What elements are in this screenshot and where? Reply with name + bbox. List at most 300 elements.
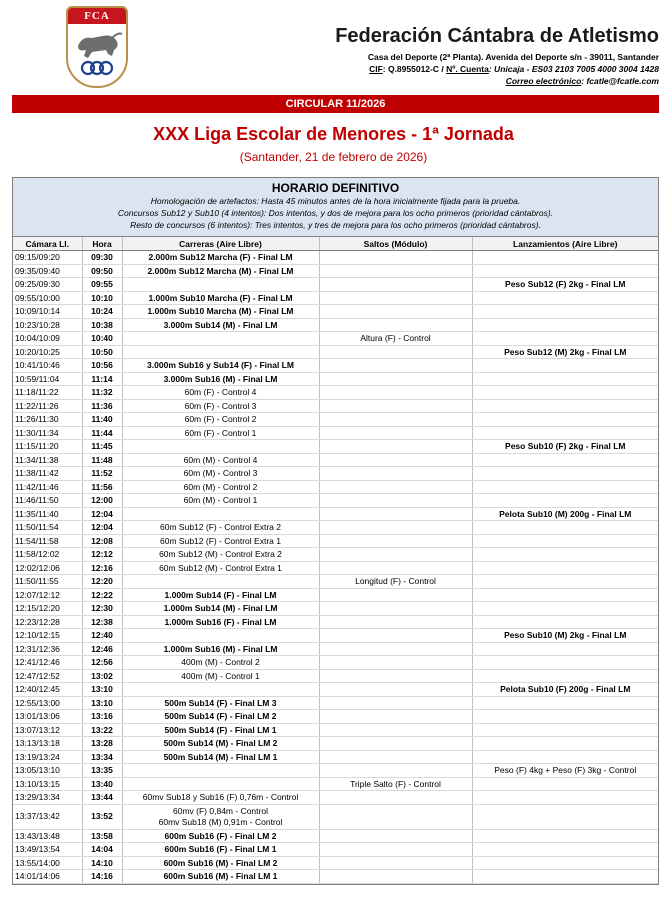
cell-camara: 11:58/12:02 <box>13 548 82 562</box>
cell-hora: 12:12 <box>82 548 122 562</box>
cell-lanzamientos <box>472 669 658 683</box>
cell-saltos <box>319 696 472 710</box>
cell-carreras: 60m (F) - Control 1 <box>122 426 319 440</box>
cell-camara: 11:42/11:46 <box>13 480 82 494</box>
table-row <box>13 372 658 386</box>
cell-lanzamientos <box>472 750 658 764</box>
table-row <box>13 305 658 319</box>
cell-saltos <box>319 804 472 829</box>
cell-hora: 10:24 <box>82 305 122 319</box>
table-row <box>13 737 658 751</box>
cell-lanzamientos <box>472 737 658 751</box>
cell-hora: 10:40 <box>82 332 122 346</box>
cell-camara: 11:50/11:55 <box>13 575 82 589</box>
cell-saltos <box>319 737 472 751</box>
cell-hora: 13:22 <box>82 723 122 737</box>
cell-saltos <box>319 318 472 332</box>
table-row <box>13 829 658 843</box>
table-row <box>13 870 658 884</box>
cell-lanzamientos: Pelota Sub10 (M) 200g - Final LM <box>472 507 658 521</box>
cell-saltos <box>319 764 472 778</box>
table-row <box>13 804 658 829</box>
cell-hora: 13:40 <box>82 777 122 791</box>
cell-camara: 12:47/12:52 <box>13 669 82 683</box>
cell-hora: 12:04 <box>82 507 122 521</box>
cell-saltos <box>319 426 472 440</box>
table-row <box>13 467 658 481</box>
cell-hora: 11:52 <box>82 467 122 481</box>
cell-hora: 13:58 <box>82 829 122 843</box>
cell-saltos <box>319 534 472 548</box>
cell-carreras: 500m Sub14 (F) - Final LM 3 <box>122 696 319 710</box>
table-row <box>13 791 658 805</box>
cell-saltos <box>319 656 472 670</box>
cell-hora: 13:16 <box>82 710 122 724</box>
cell-camara: 12:41/12:46 <box>13 656 82 670</box>
cell-saltos <box>319 629 472 643</box>
cell-lanzamientos <box>472 561 658 575</box>
cell-carreras: 60mv Sub18 y Sub16 (F) 0,76m - Control <box>122 791 319 805</box>
cell-camara: 14:01/14:06 <box>13 870 82 884</box>
cell-camara: 13:05/13:10 <box>13 764 82 778</box>
cell-saltos <box>319 372 472 386</box>
table-row <box>13 615 658 629</box>
logo-text: FCA <box>68 8 126 24</box>
account-value: : Unicaja - ES03 2103 7005 4000 3004 1428 <box>488 64 659 74</box>
cell-carreras <box>122 278 319 292</box>
schedule-note: Resto de concursos (6 intentos): Tres intentos, y tres de mejora para los ocho primeros (prioridad cántabros). <box>130 220 541 230</box>
cell-lanzamientos <box>472 843 658 857</box>
cell-camara: 11:38/11:42 <box>13 467 82 481</box>
cell-camara: 10:23/10:28 <box>13 318 82 332</box>
cell-saltos <box>319 480 472 494</box>
cell-carreras: 1.000m Sub14 (F) - Final LM <box>122 588 319 602</box>
cell-hora: 10:38 <box>82 318 122 332</box>
cell-lanzamientos <box>472 386 658 400</box>
cell-lanzamientos <box>472 305 658 319</box>
schedule-body <box>13 251 658 884</box>
cell-hora: 12:16 <box>82 561 122 575</box>
cell-camara: 11:46/11:50 <box>13 494 82 508</box>
table-row <box>13 318 658 332</box>
cell-saltos <box>319 642 472 656</box>
cif-label: CIF <box>369 64 383 74</box>
cell-carreras: 1.000m Sub14 (M) - Final LM <box>122 602 319 616</box>
cell-saltos <box>319 359 472 373</box>
cell-hora: 12:00 <box>82 494 122 508</box>
cell-camara: 11:18/11:22 <box>13 386 82 400</box>
cell-hora: 11:14 <box>82 372 122 386</box>
cell-camara: 12:15/12:20 <box>13 602 82 616</box>
cell-hora: 13:44 <box>82 791 122 805</box>
federation-title: Federación Cántabra de Atletismo <box>335 25 659 47</box>
cell-lanzamientos <box>472 453 658 467</box>
email-label: Correo electrónico <box>505 76 582 86</box>
cell-carreras <box>122 683 319 697</box>
cell-saltos <box>319 453 472 467</box>
cell-carreras: 3.000m Sub14 (M) - Final LM <box>122 318 319 332</box>
cell-camara: 11:30/11:34 <box>13 426 82 440</box>
cell-camara: 10:09/10:14 <box>13 305 82 319</box>
cell-carreras: 60m Sub12 (M) - Control Extra 1 <box>122 561 319 575</box>
cell-carreras: 500m Sub14 (F) - Final LM 1 <box>122 723 319 737</box>
cell-carreras: 60m Sub12 (F) - Control Extra 2 <box>122 521 319 535</box>
table-row <box>13 642 658 656</box>
cell-saltos <box>319 386 472 400</box>
cell-hora: 11:48 <box>82 453 122 467</box>
table-header-row <box>13 237 658 251</box>
cell-saltos <box>319 723 472 737</box>
cell-saltos <box>319 494 472 508</box>
cell-saltos <box>319 669 472 683</box>
table-row <box>13 856 658 870</box>
cell-saltos: Altura (F) - Control <box>319 332 472 346</box>
cell-hora: 11:36 <box>82 399 122 413</box>
cell-lanzamientos <box>472 615 658 629</box>
cell-carreras: 60m Sub12 (F) - Control Extra 1 <box>122 534 319 548</box>
cell-camara: 10:59/11:04 <box>13 372 82 386</box>
cell-carreras <box>122 804 319 829</box>
cell-carreras: 1.000m Sub16 (M) - Final LM <box>122 642 319 656</box>
cell-hora: 11:56 <box>82 480 122 494</box>
federation-address <box>335 51 659 87</box>
cell-carreras <box>122 575 319 589</box>
schedule-panel <box>12 177 659 885</box>
cell-lanzamientos <box>472 494 658 508</box>
table-row <box>13 413 658 427</box>
table-row <box>13 480 658 494</box>
table-row <box>13 588 658 602</box>
cell-camara: 11:50/11:54 <box>13 521 82 535</box>
cell-camara: 13:43/13:48 <box>13 829 82 843</box>
cell-hora: 11:44 <box>82 426 122 440</box>
cell-saltos <box>319 251 472 265</box>
cell-camara: 12:10/12:15 <box>13 629 82 643</box>
cell-lanzamientos <box>472 372 658 386</box>
cell-hora: 12:08 <box>82 534 122 548</box>
cell-saltos <box>319 467 472 481</box>
cell-hora: 14:04 <box>82 843 122 857</box>
email-line <box>335 75 659 87</box>
cell-camara: 13:29/13:34 <box>13 791 82 805</box>
fca-logo <box>66 6 128 88</box>
cell-carreras-line: 60mv (F) 0,84m - Control <box>173 805 268 816</box>
cell-carreras: 1.000m Sub10 Marcha (M) - Final LM <box>122 305 319 319</box>
cell-hora: 14:16 <box>82 870 122 884</box>
table-row <box>13 750 658 764</box>
table-row <box>13 629 658 643</box>
cell-carreras: 3.000m Sub16 (M) - Final LM <box>122 372 319 386</box>
cell-lanzamientos: Peso (F) 4kg + Peso (F) 3kg - Control <box>472 764 658 778</box>
cell-lanzamientos <box>472 791 658 805</box>
cell-hora: 12:40 <box>82 629 122 643</box>
table-row <box>13 764 658 778</box>
cell-carreras: 60m (F) - Control 4 <box>122 386 319 400</box>
cell-hora: 10:10 <box>82 291 122 305</box>
cell-lanzamientos: Pelota Sub10 (F) 200g - Final LM <box>472 683 658 697</box>
cell-saltos <box>319 548 472 562</box>
cell-hora: 13:02 <box>82 669 122 683</box>
table-row <box>13 723 658 737</box>
cell-camara: 12:07/12:12 <box>13 588 82 602</box>
cell-carreras: 600m Sub16 (M) - Final LM 1 <box>122 870 319 884</box>
table-row <box>13 696 658 710</box>
table-row <box>13 291 658 305</box>
cell-lanzamientos <box>472 870 658 884</box>
cell-camara: 09:15/09:20 <box>13 251 82 265</box>
cell-saltos <box>319 791 472 805</box>
table-row <box>13 453 658 467</box>
cell-carreras: 60m Sub12 (M) - Control Extra 2 <box>122 548 319 562</box>
cell-hora: 10:50 <box>82 345 122 359</box>
cell-lanzamientos <box>472 467 658 481</box>
bull-rings-icon <box>68 24 126 86</box>
column-header-camara: Cámara Ll. <box>13 237 82 251</box>
cell-carreras <box>122 777 319 791</box>
table-row <box>13 507 658 521</box>
cell-carreras: 60m (M) - Control 4 <box>122 453 319 467</box>
cell-lanzamientos: Peso Sub12 (M) 2kg - Final LM <box>472 345 658 359</box>
cell-lanzamientos <box>472 264 658 278</box>
schedule-note: Homologación de artefactos: Hasta 45 minutos antes de la hora inicialmente fijada para la prueba. <box>150 196 521 206</box>
cell-lanzamientos <box>472 291 658 305</box>
cell-camara: 12:55/13:00 <box>13 696 82 710</box>
cell-lanzamientos <box>472 710 658 724</box>
cell-carreras <box>122 332 319 346</box>
cell-camara: 10:04/10:09 <box>13 332 82 346</box>
cell-carreras <box>122 629 319 643</box>
cell-saltos <box>319 507 472 521</box>
cell-camara: 12:31/12:36 <box>13 642 82 656</box>
cell-camara: 10:41/10:46 <box>13 359 82 373</box>
email-value[interactable]: : fcatle@fcatle.com <box>581 76 659 86</box>
cell-carreras <box>122 440 319 454</box>
column-header-hora: Hora <box>82 237 122 251</box>
cell-lanzamientos <box>472 723 658 737</box>
cell-lanzamientos <box>472 318 658 332</box>
cell-carreras: 2.000m Sub12 Marcha (M) - Final LM <box>122 264 319 278</box>
account-label: Nº. Cuenta <box>446 64 489 74</box>
cell-hora: 12:56 <box>82 656 122 670</box>
table-row <box>13 264 658 278</box>
cell-camara: 13:55/14:00 <box>13 856 82 870</box>
cell-lanzamientos <box>472 359 658 373</box>
cell-camara: 09:55/10:00 <box>13 291 82 305</box>
cif-value: : Q.8955012-C / <box>382 64 447 74</box>
cell-hora: 09:50 <box>82 264 122 278</box>
cell-lanzamientos <box>472 332 658 346</box>
table-row <box>13 359 658 373</box>
cell-hora: 12:04 <box>82 521 122 535</box>
cell-camara: 10:20/10:25 <box>13 345 82 359</box>
cell-hora: 12:20 <box>82 575 122 589</box>
cell-camara: 11:26/11:30 <box>13 413 82 427</box>
table-row <box>13 669 658 683</box>
cell-saltos <box>319 345 472 359</box>
cell-lanzamientos <box>472 480 658 494</box>
cell-carreras: 60m (M) - Control 3 <box>122 467 319 481</box>
cell-carreras: 600m Sub16 (M) - Final LM 2 <box>122 856 319 870</box>
cell-lanzamientos <box>472 642 658 656</box>
cell-hora: 11:45 <box>82 440 122 454</box>
cell-carreras: 1.000m Sub16 (F) - Final LM <box>122 615 319 629</box>
table-row <box>13 534 658 548</box>
table-row <box>13 656 658 670</box>
table-row <box>13 278 658 292</box>
cell-hora: 12:46 <box>82 642 122 656</box>
table-row <box>13 683 658 697</box>
schedule-note: Concursos Sub12 y Sub10 (4 intentos): Dos intentos, y dos de mejora para los ocho primeros (prioridad cántabros). <box>117 208 554 218</box>
cell-lanzamientos <box>472 588 658 602</box>
table-row <box>13 548 658 562</box>
cell-saltos <box>319 399 472 413</box>
cell-saltos <box>319 750 472 764</box>
cell-carreras: 600m Sub16 (F) - Final LM 1 <box>122 843 319 857</box>
cell-lanzamientos <box>472 804 658 829</box>
cell-carreras: 3.000m Sub16 y Sub14 (F) - Final LM <box>122 359 319 373</box>
cell-hora: 14:10 <box>82 856 122 870</box>
cell-saltos <box>319 521 472 535</box>
cell-saltos: Longitud (F) - Control <box>319 575 472 589</box>
cell-camara: 13:13/13:18 <box>13 737 82 751</box>
cell-hora: 11:32 <box>82 386 122 400</box>
cell-lanzamientos <box>472 413 658 427</box>
cell-lanzamientos <box>472 534 658 548</box>
cell-camara: 13:37/13:42 <box>13 804 82 829</box>
cell-saltos <box>319 264 472 278</box>
cell-saltos <box>319 413 472 427</box>
cell-hora: 13:34 <box>82 750 122 764</box>
cell-lanzamientos: Peso Sub12 (F) 2kg - Final LM <box>472 278 658 292</box>
cell-camara: 13:01/13:06 <box>13 710 82 724</box>
cif-line <box>335 63 659 75</box>
cell-carreras: 60m (M) - Control 2 <box>122 480 319 494</box>
table-row <box>13 332 658 346</box>
cell-hora: 12:22 <box>82 588 122 602</box>
cell-camara: 11:54/11:58 <box>13 534 82 548</box>
cell-camara: 09:35/09:40 <box>13 264 82 278</box>
cell-hora: 13:28 <box>82 737 122 751</box>
event-subtitle: (Santander, 21 de febrero de 2026) <box>239 150 428 164</box>
address-line: Casa del Deporte (2ª Planta). Avenida del Deporte s/n - 39011, Santander <box>367 52 659 62</box>
cell-hora: 10:56 <box>82 359 122 373</box>
cell-carreras: 600m Sub16 (F) - Final LM 2 <box>122 829 319 843</box>
table-row <box>13 426 658 440</box>
cell-lanzamientos <box>472 399 658 413</box>
table-row <box>13 399 658 413</box>
cell-carreras <box>122 507 319 521</box>
cell-carreras: 60m (F) - Control 3 <box>122 399 319 413</box>
cell-lanzamientos <box>472 548 658 562</box>
cell-saltos <box>319 710 472 724</box>
circular-banner: CIRCULAR 11/2026 <box>12 95 659 113</box>
cell-carreras: 400m (M) - Control 1 <box>122 669 319 683</box>
schedule-title: HORARIO DEFINITIVO <box>271 181 400 195</box>
cell-carreras <box>122 764 319 778</box>
cell-lanzamientos <box>472 426 658 440</box>
cell-carreras: 60m (M) - Control 1 <box>122 494 319 508</box>
cell-carreras: 500m Sub14 (M) - Final LM 1 <box>122 750 319 764</box>
cell-camara: 13:19/13:24 <box>13 750 82 764</box>
cell-saltos <box>319 291 472 305</box>
cell-hora: 11:40 <box>82 413 122 427</box>
cell-saltos <box>319 615 472 629</box>
table-row <box>13 777 658 791</box>
cell-lanzamientos <box>472 602 658 616</box>
cell-lanzamientos <box>472 829 658 843</box>
cell-camara: 12:40/12:45 <box>13 683 82 697</box>
table-row <box>13 602 658 616</box>
table-row <box>13 440 658 454</box>
cell-camara: 11:15/11:20 <box>13 440 82 454</box>
cell-hora: 09:30 <box>82 251 122 265</box>
cell-carreras <box>122 345 319 359</box>
cell-camara: 13:07/13:12 <box>13 723 82 737</box>
table-row <box>13 710 658 724</box>
schedule-header <box>13 178 658 237</box>
cell-lanzamientos <box>472 656 658 670</box>
cell-saltos <box>319 602 472 616</box>
cell-lanzamientos: Peso Sub10 (F) 2kg - Final LM <box>472 440 658 454</box>
cell-carreras-line: 60mv Sub18 (M) 0,91m - Control <box>158 816 283 827</box>
cell-saltos: Triple Salto (F) - Control <box>319 777 472 791</box>
column-header-carreras: Carreras (Aire Libre) <box>122 237 319 251</box>
table-row <box>13 843 658 857</box>
cell-saltos <box>319 588 472 602</box>
cell-hora: 13:52 <box>82 804 122 829</box>
cell-lanzamientos <box>472 251 658 265</box>
cell-hora: 13:10 <box>82 696 122 710</box>
cell-lanzamientos <box>472 521 658 535</box>
cell-saltos <box>319 829 472 843</box>
cell-lanzamientos: Peso Sub10 (M) 2kg - Final LM <box>472 629 658 643</box>
column-header-lanzamientos: Lanzamientos (Aire Libre) <box>472 237 658 251</box>
cell-carreras: 60m (F) - Control 2 <box>122 413 319 427</box>
cell-carreras: 400m (M) - Control 2 <box>122 656 319 670</box>
cell-camara: 11:34/11:38 <box>13 453 82 467</box>
cell-saltos <box>319 561 472 575</box>
cell-hora: 13:35 <box>82 764 122 778</box>
column-header-saltos: Saltos (Módulo) <box>319 237 472 251</box>
cell-camara: 12:23/12:28 <box>13 615 82 629</box>
cell-saltos <box>319 440 472 454</box>
cell-hora: 13:10 <box>82 683 122 697</box>
cell-saltos <box>319 305 472 319</box>
table-row <box>13 561 658 575</box>
cell-camara: 09:25/09:30 <box>13 278 82 292</box>
cell-camara: 12:02/12:06 <box>13 561 82 575</box>
table-row <box>13 575 658 589</box>
table-row <box>13 386 658 400</box>
cell-saltos <box>319 843 472 857</box>
cell-lanzamientos <box>472 856 658 870</box>
cell-hora: 09:55 <box>82 278 122 292</box>
cell-lanzamientos <box>472 575 658 589</box>
federation-header <box>335 24 659 87</box>
cell-saltos <box>319 856 472 870</box>
cell-carreras: 500m Sub14 (F) - Final LM 2 <box>122 710 319 724</box>
cell-hora: 12:30 <box>82 602 122 616</box>
cell-saltos <box>319 870 472 884</box>
table-row <box>13 345 658 359</box>
cell-lanzamientos <box>472 777 658 791</box>
event-title: XXX Liga Escolar de Menores - 1ª Jornada <box>153 124 514 144</box>
cell-carreras: 1.000m Sub10 Marcha (F) - Final LM <box>122 291 319 305</box>
cell-saltos <box>319 683 472 697</box>
cell-carreras: 500m Sub14 (M) - Final LM 2 <box>122 737 319 751</box>
cell-saltos <box>319 278 472 292</box>
schedule-table <box>13 237 658 884</box>
